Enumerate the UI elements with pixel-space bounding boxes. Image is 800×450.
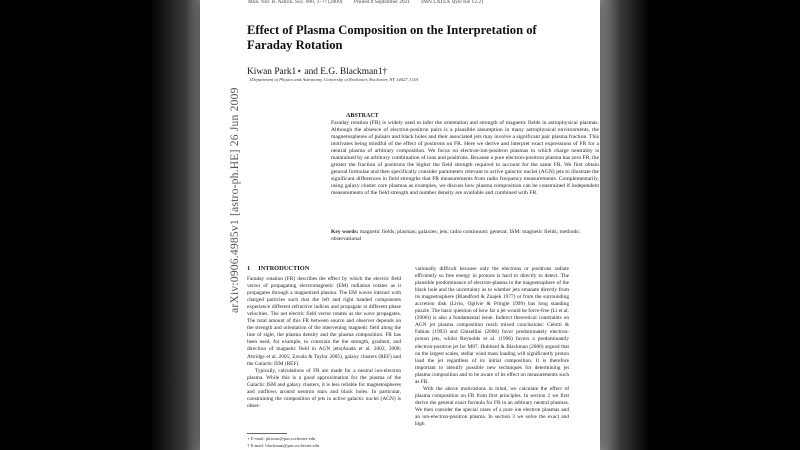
paper-page <box>200 0 600 450</box>
left-dark-border <box>0 0 216 450</box>
intro-paragraph: With the above motivations in mind, we calculate the effect of plasma composition on FR from first principles. In section 2 we first derive the general exact formula for FR in an arbitrary neutral plasmas. We then consider the special cases of a pure ion electron plasmas and an ion-electron-positron plasma. In section 3 we solve the exact and high <box>415 385 569 428</box>
journal-citation: Mon. Not. R. Astron. Soc. 000, 1–?? (2009) <box>248 0 343 5</box>
paper-title: Effect of Plasma Composition on the Interpretation of Faraday Rotation <box>247 23 537 52</box>
affiliation: 1Department of Physics and Astronomy, University of Rochester, Rochester, NY 14627, USA <box>249 77 419 82</box>
printed-date: Printed 8 September 2021 <box>353 0 410 5</box>
section-title: INTRODUCTION <box>258 265 310 272</box>
intro-left-column <box>247 276 401 410</box>
footnote-rule <box>247 433 287 434</box>
keywords-text: magnetic fields; plasmas; galaxies; jets; radio continuum: general; ISM: magnetic fields; methods: observational <box>331 229 581 243</box>
arxiv-stamp: arXiv:0906.4985v1 [astro-ph.HE] 26 Jun 2009 <box>228 87 241 313</box>
style-file: (MN LATEX style file v2.2) <box>421 0 483 5</box>
keywords-label: Key words: <box>331 229 359 235</box>
section-heading <box>247 265 317 272</box>
footnote-star: ⋆ E-mail: pkiwan@pas.rochester.edu <box>247 436 316 441</box>
footnote-dagger: † E-mail: blackman@pas.rochester.edu <box>247 443 320 448</box>
intro-right-column <box>415 266 569 428</box>
intro-paragraph: vationally difficult because only the electrons or positrons radiate efficiently so free energy in protons is hard to directly to detect. The plausible predominance of electron-plasma in the magnetosphere of the black hole and the uncertainty as to whether jets emanate directly from its magnetosphere (Blandford & Znajek 1977) or from the surrounding accretion disk (Livio, Ogilvie & Pringle 1999) has long standing puzzle. The basic question of how far a jet would be force-free (Li et al. (2006)) is also a fundamental issue. Indirect theoretical constraints on AGN jet plasma composition reach mixed conclusions: Celotti & Fabian (1993) and Ghisellini (2008) favor predominately electron-proton jets, whilst Reynolds et al. (1996) favors a predominantly electron-positron jet for M87. Hubbard & Blackman (2006) argued that on the largest scales, stellar wind mass loading will significantly proton load the jet regardless of its initial composition. It is therefore important to identify possible new techniques for determining jet plasma composition and to be aware of its effect on measurements such as FR. <box>415 266 569 385</box>
running-header <box>248 0 493 5</box>
author-list: Kiwan Park1⋆ and E.G. Blackman1† <box>247 67 388 77</box>
intro-paragraph: Faraday rotation (FR) describes the effect by which the electric field vector of propagating electromagnetic (EM) radiation rotates as it propagates through a magnetized plasma. The EM waves interact with charged particles such that the left and right handed components experience different refractive indices and propagate at different phase velocities. The net electric field vector rotates as the wave propagates. The total amount of this FR between source and observer depends on the strength and orientation of the intervening magnetic field along the line of sight, the plasma density and the plasma composition. FR has been used, for example, to constrain the the strength, gradient, and direction of magnetic field in AGN jets(Asada et al. 2002, 2008; Attridge et al. 2005; Zavala & Taylor 2005), galaxy clusters (REF) and the Galactic ISM (REF). <box>247 276 401 367</box>
abstract-text: Faraday rotation (FR) is widely used to infer the orientation and strength of magnetic fields in astrophysical plasmas. Although the absence of electron-positron pairs is a plausible assumption in many astrophysical environments, the magnetospheres of pulsars and black holes and their associated jets may involve a significant pair plasma fraction. This motivates being mindful of the effect of positrons on FR. Here we derive and interpret exact expressions of FR for a neutral plasma of arbitrary composition. We focus on electron-ion-positron plasmas in which charge neutrality is maintained by an arbitrary combination of ions and positrons. Because a pure electron-positron plasma has zero FR, the greater the fraction of positrons the higher the field strength required to account for the same FR. We first obtain general formulae and then specifically consider parameters relevant to active galactic nuclei (AGN) jets to illustrate the significant differences in field strengths that FR measurements from radio frequency measurements. Complementarily, using galaxy cluster core plasmas as examples, we discuss how plasma composition can be constrained if independent measurements of the field strength and number density are available and combined with FR. <box>331 119 599 197</box>
keywords <box>331 229 599 243</box>
section-number: 1 <box>247 265 251 272</box>
abstract-heading: ABSTRACT <box>346 113 379 119</box>
right-dark-border <box>585 0 800 450</box>
intro-paragraph: Typically, calculations of FR are made for a neutral ion-electron plasma. While this is a good approximation for the plasma of the Galactic ISM and galaxy clusters, it is less reliable for magnetospheres and outflows around neutron stars and black holes. In particular, constraining the composition of jets in active galactic nuclei (AGN) is obser- <box>247 367 401 409</box>
